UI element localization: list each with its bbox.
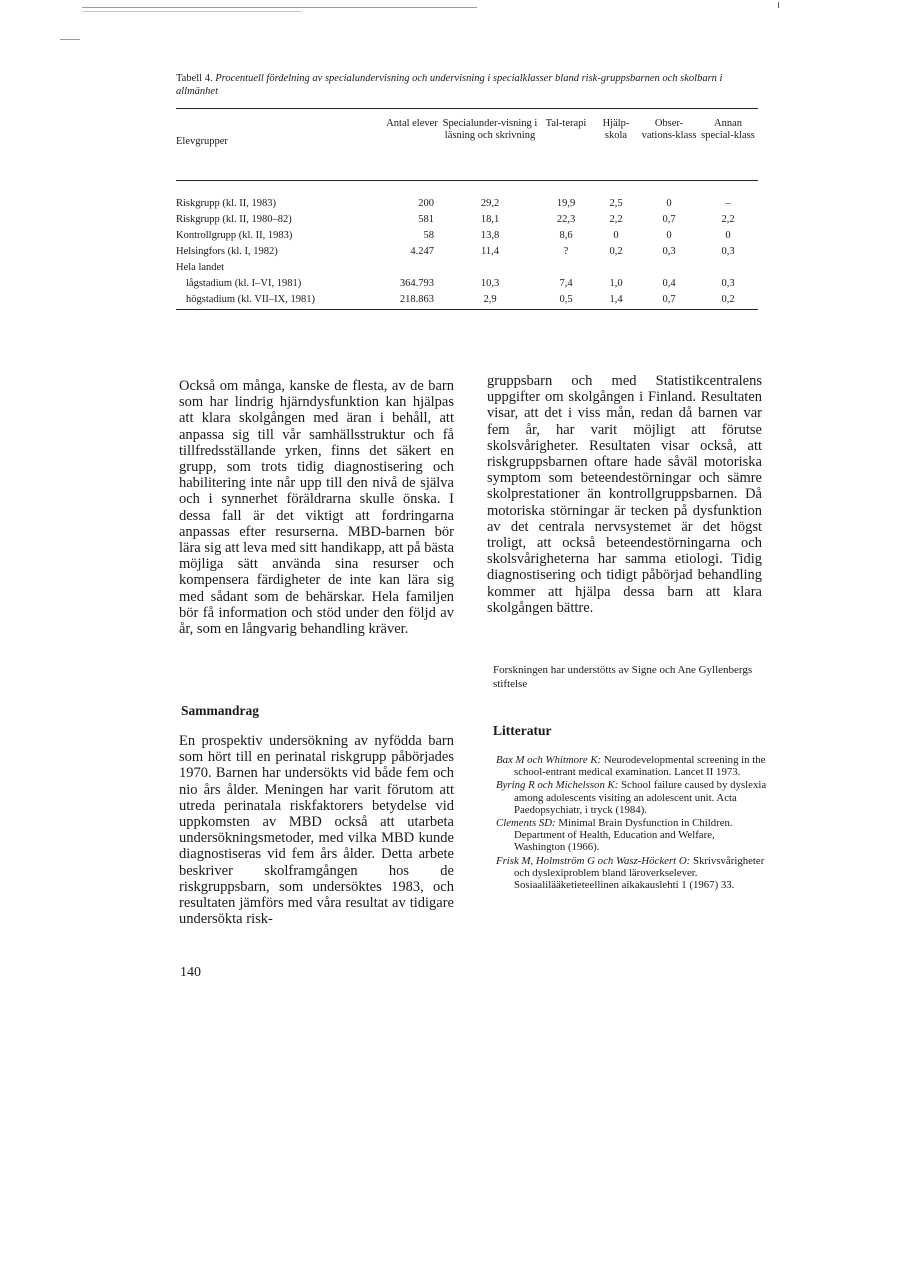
scan-line-top [82,7,477,8]
cell-spec: 29,2 [480,198,500,209]
cell-obs [640,262,698,278]
scan-line-top-2 [82,11,302,12]
table-row [176,214,758,230]
cell-group: lågstadium (kl. I–VI, 1981) [186,278,302,289]
cell-obs: 0 [666,230,672,241]
cell-spec: 2,9 [483,294,497,305]
scan-mark-right [778,2,779,8]
cell-annan [698,262,758,278]
header-hjalpskola: Hjälp-skola [602,118,630,141]
table-row [176,294,758,310]
cell-hjalp: 2,5 [609,198,623,209]
cell-spec: 13,8 [480,230,500,241]
table-caption-label: Tabell 4. [176,73,213,84]
cell-group: Helsingfors (kl. I, 1982) [176,246,278,257]
summary-text [179,733,454,927]
table-row [176,262,758,278]
cell-group: Riskgrupp (kl. II, 1980–82) [176,214,292,225]
table-header-row [176,118,758,182]
cell-tal: 0,5 [559,294,573,305]
paragraph-right: gruppsbarn och med Statistikcentralens uppgifter om skolgången i Finland. Resultaten visar, att det i viss mån, redan då barnen var fem år, har varit möjligt att förutse skolsvårigheter. Resultaten visar också, att riskgruppsbarnen oftare hade såväl motoriska symptom som beteendestörningar och sämre skolprestationer än kontrollgruppsbarnen. Då motoriska störningar är tecken på dysfunktion av det centrala nervsystemet är det högst troligt, att också beteendestörningarna och skolsvårigheterna har samma etiologi. Tidig diagnostisering och tidigt påbörjad behandling kommer att hjälpa dessa barn att klara skolgången bättre. [487,373,762,616]
cell-tal: ? [563,246,569,257]
paragraph-summary: En prospektiv undersökning av nyfödda barn som hört till en perinatal riskgrupp påbörjades 1970. Barnen har undersökts vid både fem och nio års ålder. Meningen har varit förutom att utreda perinatala riskfaktorers betydelse vid uppkomsten av MBD också att utarbeta undersökningsmetoder, med vilka MBD kunde diagnostiseras vid fem års ålder. Detta arbete beskriver skolframgången hos de riskgruppsbarn, som undersöktes 1983, och resultaten jämförs med våra resultat av tidigare undersökta risk- [179,733,454,928]
cell-group: Hela landet [176,262,225,273]
left-column-text [179,378,454,637]
cell-obs: 0 [666,198,672,209]
cell-antal [384,262,440,278]
cell-antal: 364.793 [399,278,434,289]
cell-annan: 2,2 [721,214,735,225]
data-table [176,118,758,310]
cell-hjalp: 0 [613,230,619,241]
cell-obs: 0,7 [662,294,676,305]
reference-item: Bax M och Whitmore K: Neurodevelopmental screening in the school-entrant medical examination. Lancet II 1973. [496,754,766,779]
header-antal: Antal elever [386,118,438,129]
table-row [176,230,758,246]
cell-spec: 18,1 [480,214,500,225]
cell-antal: 581 [418,214,434,225]
cell-antal: 200 [418,198,434,209]
reference-list [496,754,768,892]
reference-item: Frisk M, Holmström G och Wasz-Höckert O: Skrivsvårigheter och dyslexiproblem bland läroverkselever. Sosiaalilääketieteellinen aikakauslehti 1 (1967) 33. [496,854,765,892]
table-caption [176,72,766,98]
table-row [176,246,758,262]
paragraph-left: Också om många, kanske de flesta, av de barn som har lindrig hjärndysfunktion kan hjälpas att klara skolgången med äran i behåll, att anpassa sig till vår samhällsstruktur och få tillfredsställande yrken, finns det säkert en grupp, som trots tidig diagnostisering och habilitering inte når upp till den nivå de själva och i synnerhet föräldrarna skulle önska. I dessa fall är det viktigt att fordringarna anpassas efter resurserna. MBD-barnen bör lära sig att leva med sitt handikapp, att på bästa möjliga sätt använda sina resurser och kompensera färdigheter de inte kan lära sig med sådant som de behärskar. Hela familjen bör få information och stöd under den följd av år, som en långvarig behandling kräver. [179,378,454,638]
header-specialundervisning: Specialunder-visning i läsning och skrivning [442,118,538,141]
right-column-text [487,373,762,616]
cell-hjalp: 1,0 [609,278,623,289]
cell-obs: 0,4 [662,278,676,289]
header-talterapi: Tal-terapi [545,118,587,129]
cell-antal: 218.863 [399,294,434,305]
cell-hjalp [592,262,640,278]
cell-obs: 0,7 [662,214,676,225]
acknowledgement: Forskningen har understötts av Signe och Ane Gyllenbergs stiftelse [493,664,753,690]
table-caption-text: Procentuell fördelning av specialundervisning och undervisning i specialklasser bland risk-gruppsbarnen och skolbarn i allmänhet [176,73,723,97]
reference-item: Byring R och Michelsson K: School failure caused by dyslexia among adolescents visiting an adolescent unit. Acta Paedopsychiatr, i tryck (1984). [496,779,767,816]
cell-annan: 0,3 [721,246,735,257]
cell-hjalp: 0,2 [609,246,623,257]
cell-annan: 0 [725,230,731,241]
header-observationsklass: Obser-vations-klass [641,118,697,141]
cell-tal: 19,9 [556,198,576,209]
cell-group: Riskgrupp (kl. II, 1983) [176,198,277,209]
cell-annan: 0,3 [721,278,735,289]
reference-item: Clements SD: Minimal Brain Dysfunction in Children. Department of Health, Education and Welfare, Washington (1966). [496,817,733,854]
table-top-rule [176,108,758,109]
cell-tal: 7,4 [559,278,573,289]
header-elevgrupper: Elevgrupper [176,136,228,147]
cell-tal: 8,6 [559,230,573,241]
references-heading: Litteratur [493,723,552,738]
table-row [176,278,758,294]
cell-hjalp: 2,2 [609,214,623,225]
cell-tal: 22,3 [556,214,576,225]
cell-annan: – [725,198,731,209]
table-spacer [176,182,758,198]
header-annan-specialklass: Annan special-klass [701,118,755,141]
cell-tal [540,262,592,278]
table-row [176,198,758,214]
summary-heading: Sammandrag [181,703,260,718]
cell-spec: 10,3 [480,278,500,289]
cell-spec [440,262,540,278]
cell-antal: 58 [423,230,434,241]
cell-annan: 0,2 [721,294,735,305]
cell-hjalp: 1,4 [609,294,623,305]
scan-mark-left [60,39,80,40]
cell-spec: 11,4 [481,246,499,257]
cell-group: högstadium (kl. VII–IX, 1981) [186,294,315,305]
page-number: 140 [180,965,201,980]
cell-antal: 4.247 [410,246,434,257]
cell-group: Kontrollgrupp (kl. II, 1983) [176,230,293,241]
cell-obs: 0,3 [662,246,676,257]
